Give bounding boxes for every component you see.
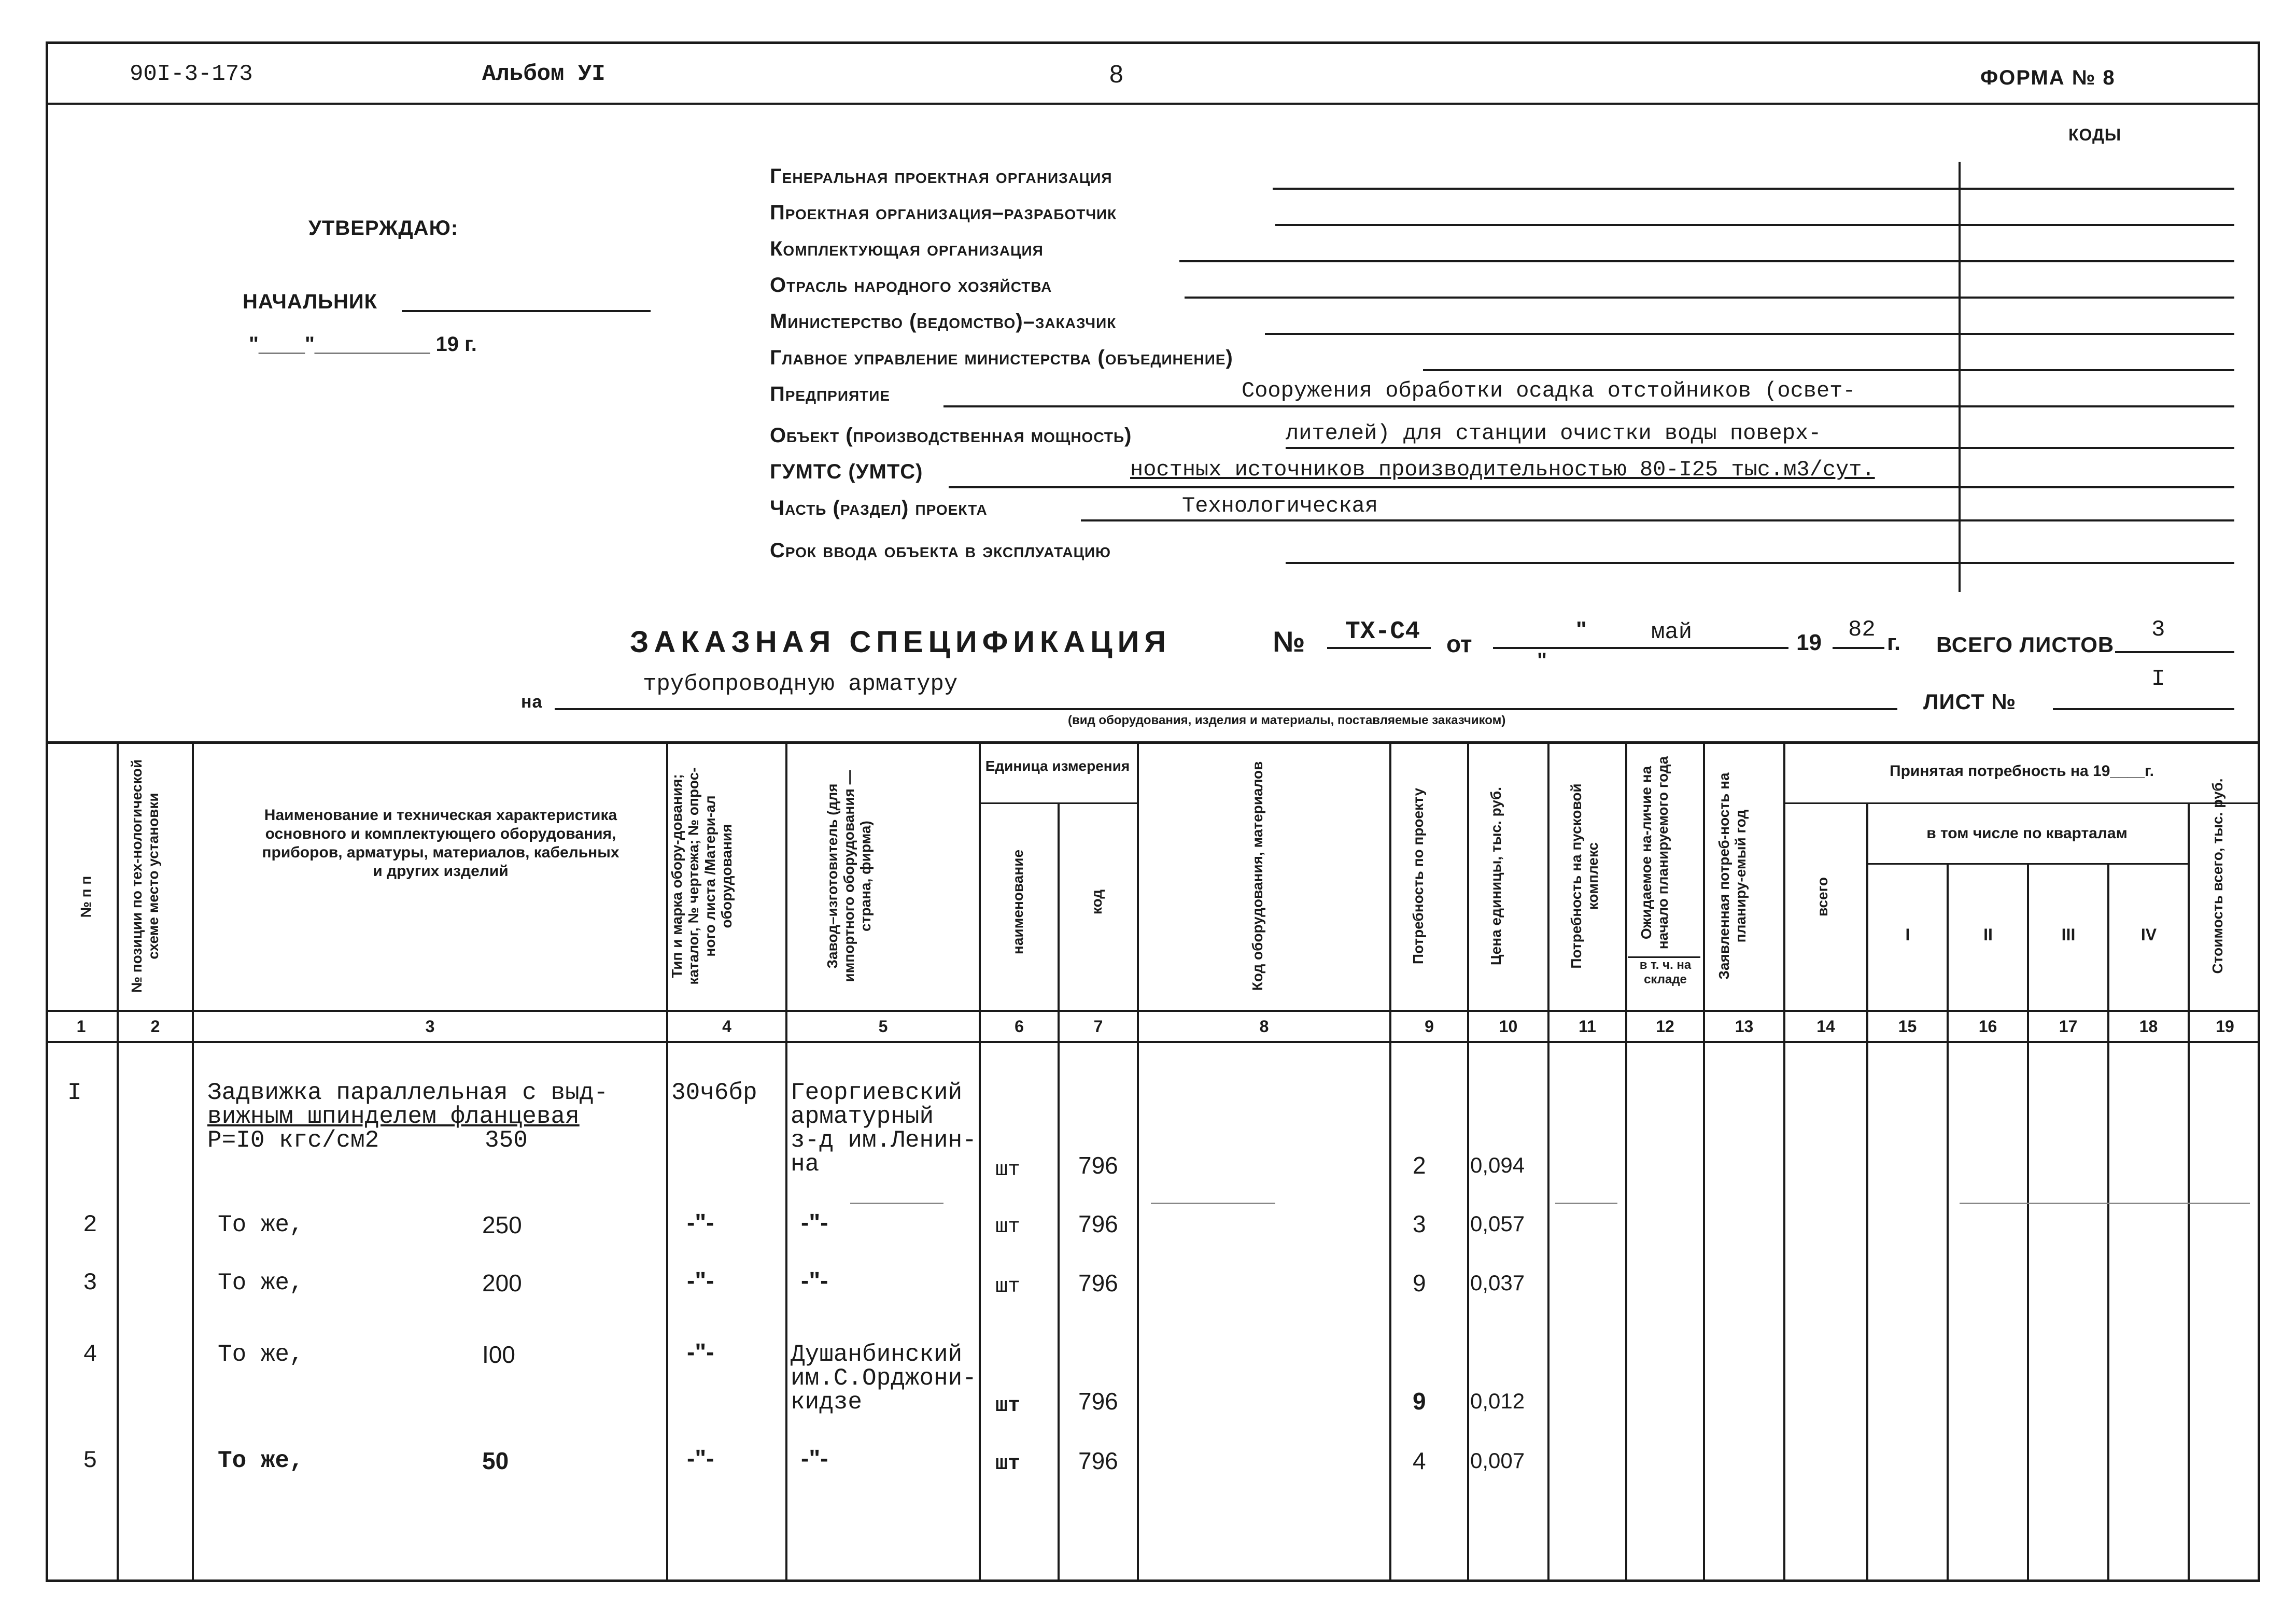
on-label: на <box>521 692 543 712</box>
row-separator <box>850 1203 943 1204</box>
table-colnum-top <box>46 1010 2260 1012</box>
row-code: 796 <box>1078 1270 1118 1296</box>
col-line <box>666 741 668 1582</box>
row-qty: 9 <box>1413 1270 1426 1296</box>
row-unit: шт <box>995 1275 1021 1299</box>
header-price: Цена единицы, тыс. руб. <box>1488 786 1504 966</box>
colnum: 19 <box>2216 1017 2234 1036</box>
field-line <box>1275 224 2234 226</box>
spec-number-line <box>1327 647 1431 649</box>
row-maker-line: з-д им.Ленин- <box>791 1127 977 1154</box>
field-line <box>1273 188 2234 190</box>
form-label: ФОРМА № 8 <box>1980 66 2116 89</box>
header-maker: Завод–изготовитель (для импортного оборудования —страна, фирма) <box>824 770 874 982</box>
row-name-line: То же, <box>218 1447 304 1474</box>
field-line <box>1286 562 2234 564</box>
table-top <box>46 741 2260 744</box>
col-line <box>1058 802 1060 1582</box>
col-line <box>979 741 981 1582</box>
colnum: 1 <box>76 1017 86 1036</box>
field-label: Часть (раздел) проекта <box>770 497 988 519</box>
row-qty: 2 <box>1413 1152 1426 1179</box>
colnum: 9 <box>1425 1017 1434 1036</box>
spec-quote-close: " <box>1537 649 1547 672</box>
header-type: Тип и марка обору-дования; каталог, № чертежа; № опрос-ного листа /Матери-ал оборудования <box>669 767 735 985</box>
field-value: лителей) для станции очистки воды поверх- <box>1286 421 1822 446</box>
row-type: 30ч6бр <box>671 1079 757 1106</box>
row-type: -"- <box>687 1267 714 1294</box>
field-value: Технологическая <box>1182 493 1378 518</box>
row-code: 796 <box>1078 1210 1118 1237</box>
row-name-line: То же, <box>218 1341 304 1368</box>
header-equipment-code: Код оборудования, материалов <box>1249 761 1265 991</box>
top-bar-divider <box>46 103 2260 105</box>
row-maker-line: -"- <box>801 1267 828 1294</box>
field-value: ностных источников производительностью 80-I25 тыс.м3/сут. <box>1130 457 1875 482</box>
spec-number: ТХ-С4 <box>1345 618 1420 646</box>
total-sheets-value: 3 <box>2151 617 2165 643</box>
row-price: 0,007 <box>1470 1448 1525 1473</box>
sheet-label: ЛИСТ № <box>1923 689 2017 714</box>
row-price: 0,037 <box>1470 1271 1525 1295</box>
field-label: Объект (производственная мощность) <box>770 424 1132 447</box>
colnum: 13 <box>1735 1017 1754 1036</box>
row-maker-line: Душанбинский <box>791 1341 963 1368</box>
field-label: Предприятие <box>770 383 891 405</box>
subject-line <box>555 708 1897 710</box>
colnum: 10 <box>1499 1017 1518 1036</box>
colnum: 15 <box>1898 1017 1917 1036</box>
row-qty: 4 <box>1413 1447 1426 1474</box>
spec-from-label: от <box>1446 630 1472 657</box>
col-line <box>117 741 119 1582</box>
col-line <box>2027 863 2029 1582</box>
colnum: 14 <box>1816 1017 1835 1036</box>
col-line <box>192 741 194 1582</box>
header-q1: I <box>1905 925 1910 944</box>
sheet-no-line <box>2053 708 2234 710</box>
row-code: 796 <box>1078 1152 1118 1179</box>
total-sheets-label: ВСЕГО ЛИСТОВ <box>1936 632 2115 657</box>
row-separator <box>1151 1203 1275 1204</box>
field-label: Комплектующая организация <box>770 237 1044 260</box>
colnum: 5 <box>878 1017 888 1036</box>
row-no: I <box>67 1079 82 1106</box>
row-unit: шт <box>995 1452 1021 1476</box>
col-line <box>785 741 787 1582</box>
header-need: Потребность по проекту <box>1410 787 1426 965</box>
colnum: 2 <box>150 1017 160 1036</box>
codes-label: КОДЫ <box>2068 125 2122 144</box>
field-line <box>1179 260 2234 262</box>
colnum: 7 <box>1093 1017 1103 1036</box>
row-dn: 250 <box>482 1211 522 1238</box>
row-type: -"- <box>687 1338 714 1365</box>
doc-code: 90I-3-173 <box>130 61 253 87</box>
spec-title: ЗАКАЗНАЯ СПЕЦИФИКАЦИЯ <box>630 625 1171 659</box>
col-line <box>1137 741 1139 1582</box>
header-position: № позиции по тех-нологической схеме место установки <box>129 759 161 993</box>
row-type: -"- <box>687 1209 714 1236</box>
row-code: 796 <box>1078 1388 1118 1415</box>
row-unit: шт <box>995 1394 1021 1418</box>
field-label: Главное управление министерства (объединение) <box>770 346 1233 369</box>
header-unit-code: код <box>1089 889 1105 915</box>
header-accepted: Принятая потребность на 19____г. <box>1890 763 2154 780</box>
row-maker-line: им.С.Орджони- <box>791 1365 977 1392</box>
field-line <box>1423 369 2234 371</box>
spec-no-label: № <box>1273 625 1305 658</box>
page-number: 8 <box>1109 61 1123 88</box>
sheet-no-value: I <box>2151 666 2165 692</box>
header-cost: Стоимость всего, тыс. руб. <box>2209 778 2225 974</box>
field-line <box>1081 519 2234 521</box>
row-dn: I00 <box>482 1341 515 1368</box>
row-type: -"- <box>687 1445 714 1472</box>
row-name-line: То же, <box>218 1211 304 1238</box>
header-launch: Потребность на пусковой комплекс <box>1568 783 1601 969</box>
colnum: 12 <box>1656 1017 1674 1036</box>
row-price: 0,057 <box>1470 1211 1525 1236</box>
chief-line <box>402 310 651 312</box>
row-maker-line: кидзе <box>791 1389 863 1416</box>
row-unit: шт <box>995 1159 1021 1182</box>
row-maker-line: -"- <box>801 1209 828 1236</box>
col-line <box>2188 802 2190 1582</box>
colnum: 4 <box>722 1017 731 1036</box>
row-no: 5 <box>83 1447 97 1474</box>
row-price: 0,012 <box>1470 1389 1525 1413</box>
colnum: 18 <box>2139 1017 2158 1036</box>
field-label: ГУМТС (УМТС) <box>770 460 923 483</box>
colnum: 11 <box>1579 1017 1596 1036</box>
colnum: 16 <box>1978 1017 1997 1036</box>
header-q4: IV <box>2140 925 2157 944</box>
header-in-stock: в т. ч. на складе <box>1639 958 1692 986</box>
field-line <box>943 405 2234 407</box>
row-no: 2 <box>83 1211 97 1238</box>
col-line <box>1866 802 1868 1582</box>
chief-label: НАЧАЛЬНИК <box>243 290 378 313</box>
row-name-line: вижным шпинделем фланцевая <box>207 1103 580 1130</box>
header-quarters: в том числе по кварталам <box>1926 825 2128 842</box>
field-line <box>1286 447 2234 449</box>
row-name-line: Задвижка параллельная с выд- <box>207 1079 608 1106</box>
approval-date: "____"__________ 19 г. <box>249 333 477 356</box>
field-label: Срок ввода объекта в эксплуатацию <box>770 539 1111 562</box>
field-label: Министерство (ведомство)–заказчик <box>770 310 1117 333</box>
col-line <box>1547 741 1550 1582</box>
header-q2: II <box>1983 925 1993 944</box>
row-maker-line: -"- <box>801 1445 828 1472</box>
col-line <box>1783 741 1785 1582</box>
field-line <box>1265 333 2234 335</box>
col-line <box>1389 741 1391 1582</box>
row-maker-line: арматурный <box>791 1103 934 1130</box>
spec-month: май <box>1651 619 1693 645</box>
row-dn: 350 <box>485 1127 528 1154</box>
header-unit: Единица измерения <box>985 758 1130 774</box>
row-qty: 9 <box>1413 1388 1426 1415</box>
header-name: Наименование и техническая характеристика основного и комплектующего оборудования, приборов, арматуры, материалов, кабельных и других изделий <box>262 807 619 880</box>
field-line <box>1185 297 2234 299</box>
row-unit: шт <box>995 1216 1021 1239</box>
row-code: 796 <box>1078 1447 1118 1474</box>
colnum: 17 <box>2059 1017 2078 1036</box>
approve-label: УТВЕРЖДАЮ: <box>308 217 459 239</box>
header-declared: Заявленная потреб-ность на планиру-емый год <box>1716 772 1749 980</box>
row-qty: 3 <box>1413 1210 1426 1237</box>
field-label: Отрасль народного хозяйства <box>770 274 1052 297</box>
album-label: Альбом УI <box>482 61 605 87</box>
codes-divider <box>1959 162 1961 592</box>
spec-date-line <box>1493 647 1788 649</box>
field-line <box>949 486 2234 488</box>
row-separator <box>1555 1203 1617 1204</box>
row-name-line: Р=I0 кгс/см2 <box>207 1127 379 1154</box>
table-colnum-bottom <box>46 1041 2260 1043</box>
header-expected: Ожидаемое на-личие на начало планируемого года <box>1638 756 1671 950</box>
spec-subject: трубопроводную арматуру <box>643 671 958 697</box>
spec-year: 82 <box>1848 617 1876 643</box>
row-no: 4 <box>83 1341 97 1368</box>
header-unit-name: наименование <box>1010 849 1026 955</box>
spec-year-suffix: г. <box>1887 630 1901 655</box>
row-maker-line: на <box>791 1151 820 1178</box>
colnum: 8 <box>1259 1017 1269 1036</box>
colnum: 6 <box>1015 1017 1024 1036</box>
field-value: Сооружения обработки осадка отстойников (освет- <box>1242 378 1856 403</box>
colnum: 3 <box>425 1017 435 1036</box>
spec-year-prefix: 19 <box>1796 630 1822 655</box>
total-sheets-line <box>2115 651 2234 653</box>
field-label: Проектная организация–разработчик <box>770 201 1117 224</box>
row-price: 0,094 <box>1470 1153 1525 1177</box>
col-line <box>1467 741 1469 1582</box>
field-label: Генеральная проектная организация <box>770 165 1112 188</box>
row-maker-line: Георгиевский <box>791 1079 963 1106</box>
col-line <box>1947 863 1949 1582</box>
header-q3: III <box>2061 925 2076 944</box>
col-line <box>1625 741 1627 1582</box>
row-name-line: То же, <box>218 1270 304 1296</box>
spec-year-line <box>1833 647 1884 649</box>
spec-quote-open: " <box>1576 617 1587 642</box>
header-row-no: № п п <box>78 876 94 918</box>
header-total: всего <box>1814 877 1830 917</box>
col-line <box>1703 741 1705 1582</box>
row-dn: 50 <box>482 1447 509 1474</box>
row-separator <box>1960 1203 2250 1204</box>
subject-caption: (вид оборудования, изделия и материалы, поставляемые заказчиком) <box>1068 713 1506 727</box>
row-dn: 200 <box>482 1270 522 1296</box>
col-line <box>2107 863 2109 1582</box>
row-no: 3 <box>83 1270 97 1296</box>
